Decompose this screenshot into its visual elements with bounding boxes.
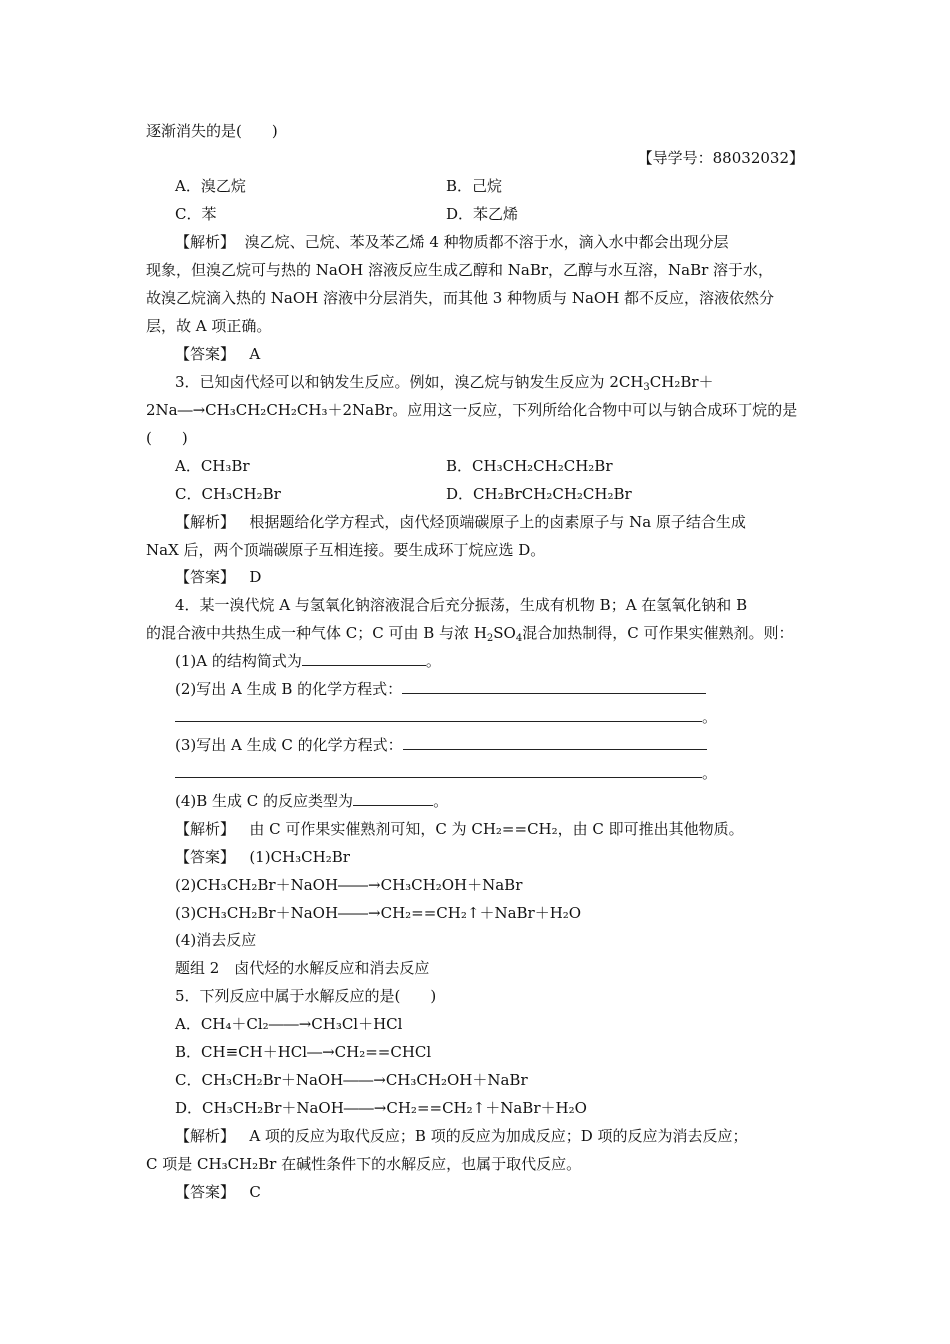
answer-blank[interactable]: [175, 763, 702, 778]
answer-blank[interactable]: [403, 735, 707, 750]
q2-option-d: D．苯乙烯: [446, 205, 519, 223]
answer-label: 【答案】: [175, 568, 236, 586]
q3-option-c: C．CH₃CH₂Br: [175, 485, 281, 503]
q4-sub-2-cont: [175, 707, 717, 727]
period: 。: [433, 792, 449, 810]
q2-answer: [175, 344, 260, 364]
guide-number: 【导学号：88032032】: [637, 149, 804, 167]
q5-option-a: A．CH₄＋Cl₂――→CH₃Cl＋HCl: [175, 1015, 403, 1033]
q2-option-c: C．苯: [175, 205, 217, 223]
q5-option-c: C．CH₃CH₂Br＋NaOH――→CH₃CH₂OH＋NaBr: [175, 1071, 528, 1089]
period: 。: [425, 652, 441, 670]
q4-sub-4: [175, 791, 448, 811]
answer-label: 【答案】: [175, 345, 236, 363]
q2-analysis-line-2: 现象，但溴乙烷可与热的 NaOH 溶液反应生成乙醇和 NaBr，乙醇与水互溶，NaBr 溶于水，: [146, 261, 774, 279]
q3-stem-line-2: 2Na―→CH₃CH₂CH₂CH₃＋2NaBr。应用这一反应，下列所给化合物中可以与钠合成环丁烷的是: [146, 401, 798, 419]
answer-value: D: [249, 568, 262, 586]
answer-value: A: [249, 345, 261, 363]
q4-sub-3: [175, 735, 707, 755]
group-2-title: 题组 2 卤代烃的水解反应和消去反应: [175, 959, 430, 977]
q4-sub-3-cont: [175, 763, 717, 783]
q4-answer-2: (2)CH₃CH₂Br＋NaOH――→CH₃CH₂OH＋NaBr: [175, 876, 523, 894]
q4-analysis: [175, 819, 744, 839]
q4-sub-text: (3)写出 A 生成 C 的化学方程式：: [175, 736, 403, 754]
q4-stem-part: 的混合液中共热生成一种气体 C；C 可由 B 与浓 H: [146, 624, 487, 642]
q4-stem-part: SO: [493, 624, 516, 642]
answer-blank[interactable]: [402, 679, 706, 694]
q3-answer: [175, 567, 261, 587]
answer-blank[interactable]: [353, 791, 433, 806]
answer-label: 【答案】: [175, 1183, 236, 1201]
analysis-label: 【解析】: [175, 1127, 236, 1145]
period: 。: [702, 764, 718, 782]
q2-analysis-line-3: 故溴乙烷滴入热的 NaOH 溶液中分层消失，而其他 3 种物质与 NaOH 都不反应，溶液依然分: [146, 289, 775, 307]
q4-sub-1: [175, 651, 441, 671]
answer-value: (1)CH₃CH₂Br: [249, 848, 350, 866]
q2-option-b: B．己烷: [446, 177, 503, 195]
period: 。: [702, 708, 718, 726]
analysis-text: 溴乙烷、己烷、苯及苯乙烯 4 种物质都不溶于水，滴入水中都会出现分层: [244, 233, 729, 251]
q2-option-a: A．溴乙烷: [175, 177, 246, 195]
q4-answer-3: (3)CH₃CH₂Br＋NaOH――→CH₂==CH₂↑＋NaBr＋H₂O: [175, 904, 582, 922]
answer-blank[interactable]: [175, 707, 702, 722]
q3-stem-tail: CH₂Br＋: [649, 373, 714, 391]
q5-analysis-line-1: [175, 1126, 748, 1146]
q2-stem-end: 逐渐消失的是( ): [146, 122, 278, 140]
q4-sub-text: (1)A 的结构简式为: [175, 652, 302, 670]
q3-stem-line-1: [175, 372, 714, 392]
subscript: 3: [643, 382, 650, 393]
q5-option-d: D．CH₃CH₂Br＋NaOH――→CH₂==CH₂↑＋NaBr＋H₂O: [175, 1099, 587, 1117]
q4-stem-line-1: 4．某一溴代烷 A 与氢氧化钠溶液混合后充分振荡，生成有机物 B；A 在氢氧化钠和 B: [175, 596, 748, 614]
answer-label: 【答案】: [175, 848, 236, 866]
q4-answer-4: (4)消去反应: [175, 931, 257, 949]
q3-option-d: D．CH₂BrCH₂CH₂CH₂Br: [446, 485, 632, 503]
q3-analysis-line-1: [175, 512, 746, 532]
q4-sub-text: (4)B 生成 C 的反应类型为: [175, 792, 354, 810]
q5-analysis-line-2: C 项是 CH₃CH₂Br 在碱性条件下的水解反应，也属于取代反应。: [146, 1155, 582, 1173]
analysis-label: 【解析】: [175, 820, 236, 838]
q4-stem-line-2: 的混合液中共热生成一种气体 C；C 可由 B 与浓 $H_2SO_4$混合加热制得，C 可作果实催熟剂。则：: [146, 624, 794, 644]
q4-answer-1: [175, 847, 350, 867]
q4-sub-2: [175, 679, 706, 699]
analysis-text: A 项的反应为取代反应；B 项的反应为加成反应；D 项的反应为消去反应；: [249, 1127, 748, 1145]
analysis-text: 由 C 可作果实催熟剂可知，C 为 CH₂==CH₂，由 C 即可推出其他物质。: [249, 820, 744, 838]
q4-sub-text: (2)写出 A 生成 B 的化学方程式：: [175, 680, 403, 698]
q4-stem-part: 混合加热制得，C 可作果实催熟剂。则：: [522, 624, 794, 642]
answer-blank[interactable]: [302, 651, 426, 666]
q5-answer: [175, 1182, 261, 1202]
analysis-label: 【解析】: [175, 233, 236, 251]
q5-stem: 5．下列反应中属于水解反应的是( ): [175, 987, 437, 1005]
q3-option-b: B．CH₃CH₂CH₂CH₂Br: [446, 457, 613, 475]
q5-option-b: B．CH≡CH＋HCl―→CH₂==CHCl: [175, 1043, 432, 1061]
q3-stem-line-3: ( ): [146, 429, 188, 447]
q3-analysis-line-2: NaX 后，两个顶端碳原子互相连接。要生成环丁烷应选 D。: [146, 541, 546, 559]
q3-option-a: A．CH₃Br: [175, 457, 250, 475]
q2-analysis-line-1: [175, 232, 729, 252]
analysis-text: 根据题给化学方程式，卤代烃顶端碳原子上的卤素原子与 Na 原子结合生成: [249, 513, 746, 531]
q3-stem-text: 3．已知卤代烃可以和钠发生反应。例如，溴乙烷与钠发生反应为 2CH: [175, 373, 644, 391]
answer-value: C: [249, 1183, 261, 1201]
analysis-label: 【解析】: [175, 513, 236, 531]
q2-analysis-line-4: 层，故 A 项正确。: [146, 317, 272, 335]
